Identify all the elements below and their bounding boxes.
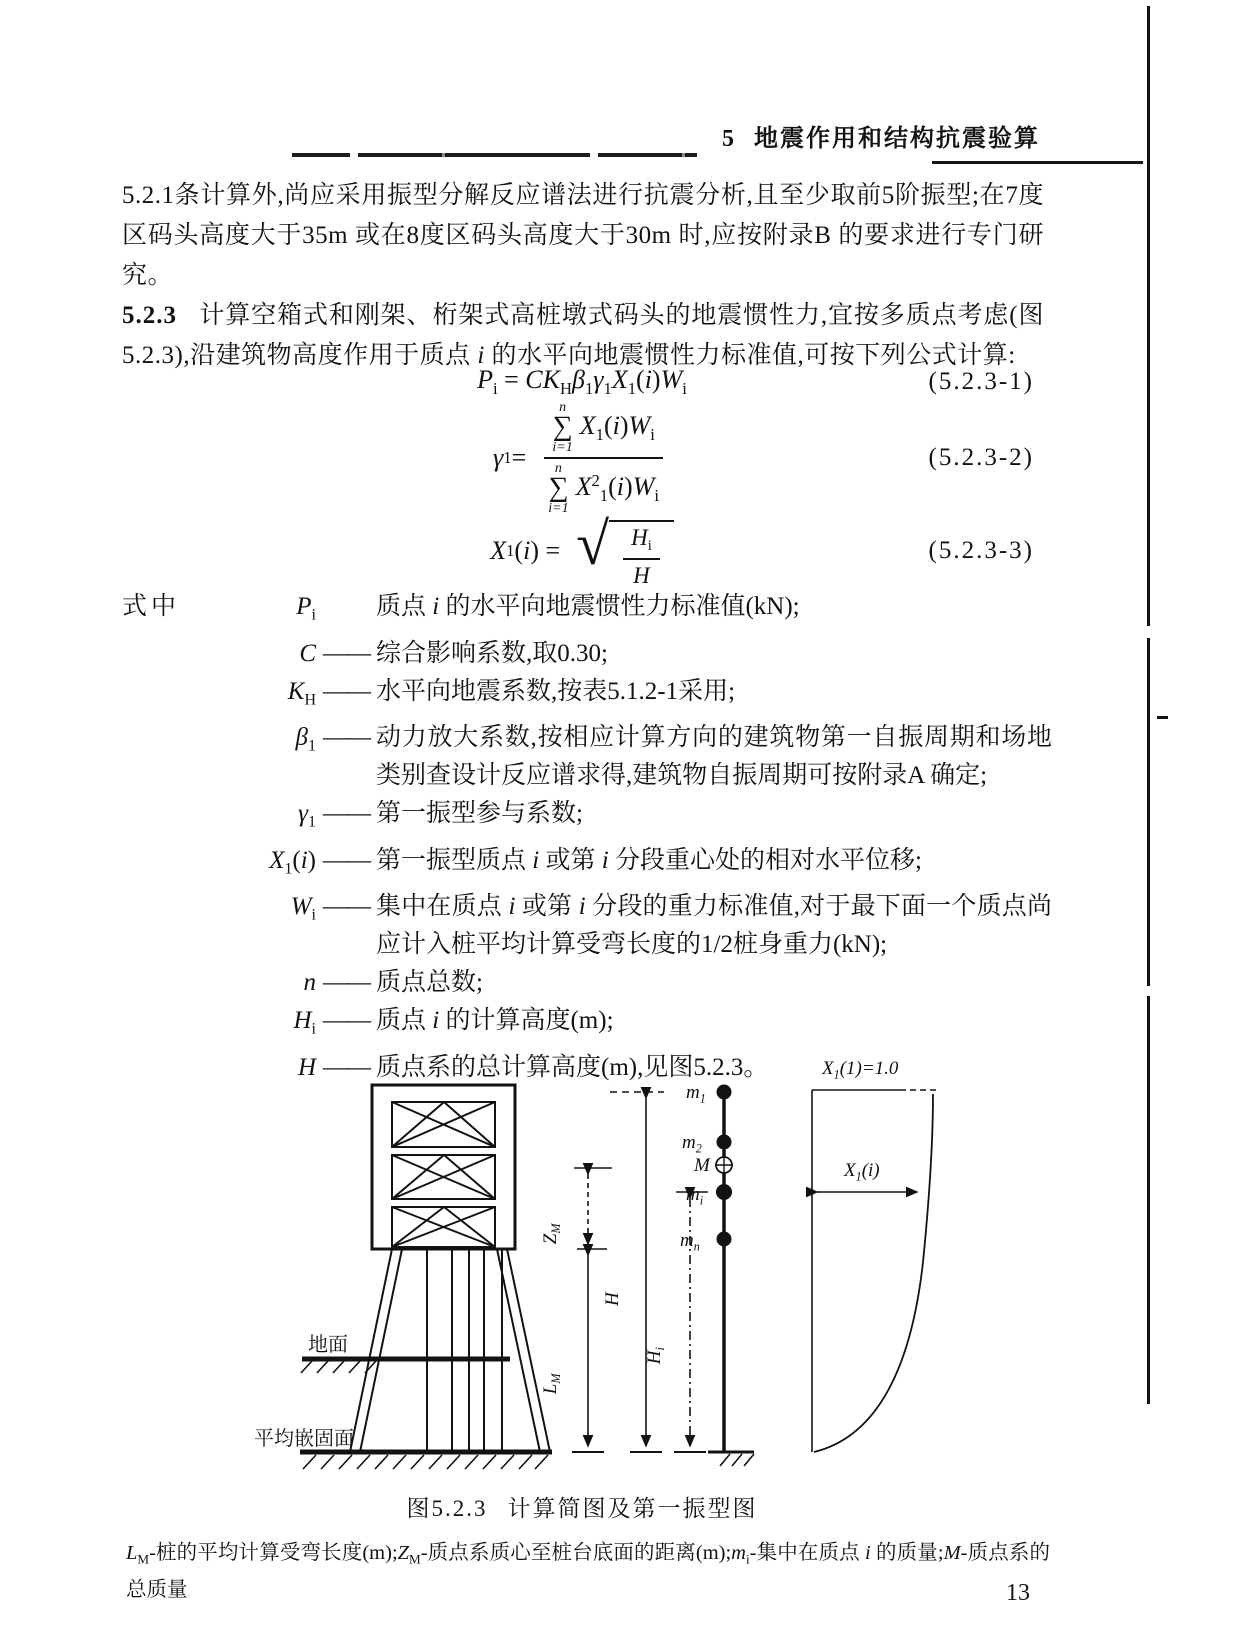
equation-5232-fraction xyxy=(540,401,667,515)
definition-dash: —— xyxy=(323,893,369,921)
fixity-hatch xyxy=(303,1455,548,1469)
definition-desc: 质点 i 的水平向地震惯性力标准值(kN); xyxy=(376,593,800,620)
section-523-text: 计算空箱式和刚架、桁架式高桩墩式码头的地震惯性力,宜按多质点考虑(图5.2.3),沿建筑物高度作用于质点 i 的水平向地震惯性力标准值,可按下列公式计算: xyxy=(122,302,1044,369)
definition-desc: 质点系的总计算高度(m),见图5.2.3。 xyxy=(376,1053,769,1081)
paragraph-521-continuation: 5.2.1条计算外,尚应采用振型分解反应谱法进行抗震分析,且至少取前5阶振型;在7度区码头高度大于35m 或在8度区码头高度大于30m 时,应按附录B 的要求进行专门研究。 xyxy=(122,182,1044,289)
radicand-denominator: H xyxy=(633,563,650,589)
definition-desc: 动力放大系数,按相应计算方向的建筑物第一自振周期和场地类别查设计反应谱求得,建筑物自振周期可按附录A 确定; xyxy=(376,724,1052,790)
definition-desc: 第一振型参与系数; xyxy=(376,800,583,828)
definition-dash: —— xyxy=(323,800,369,828)
figure-caption-title: 计算简图及第一振型图 xyxy=(507,1496,758,1521)
header-underline xyxy=(932,161,1143,164)
definition-row-kh xyxy=(122,673,1052,720)
definitions-intro: 式中 xyxy=(122,593,181,620)
definition-dash: —— xyxy=(323,677,369,705)
definition-desc: 水平向地震系数,按表5.1.2-1采用; xyxy=(376,677,736,705)
sum-symbol xyxy=(552,401,572,454)
dim-h xyxy=(610,1092,664,1452)
definition-term: $X_1(i)$ xyxy=(269,846,316,878)
equation-5232-denominator xyxy=(540,459,667,515)
figure-caption-number: 图5.2.3 xyxy=(406,1496,488,1521)
radicand xyxy=(609,520,674,589)
mass-point-m1 xyxy=(717,1085,731,1099)
dim-hi-label: $H_i$ xyxy=(643,1347,667,1365)
page-binding-line xyxy=(1147,6,1150,1404)
equation-5232-lhs: γ 1 = xyxy=(493,443,527,472)
definition-dash: —— xyxy=(323,1053,369,1081)
equation-5233-lhs: X 1 ( i ) = xyxy=(490,536,561,565)
definition-term: $H_i$ xyxy=(293,1007,316,1038)
dim-zm xyxy=(574,1168,612,1249)
definition-term: C xyxy=(299,639,316,667)
mass-mn-label: $m_n$ xyxy=(680,1230,700,1254)
definition-row-gamma xyxy=(122,795,1052,842)
radicand-numerator: $H_i$ xyxy=(623,525,660,560)
definition-dash: —— xyxy=(323,639,369,667)
symbol-definitions xyxy=(122,588,1052,1087)
definition-dash: —— xyxy=(323,724,369,752)
mass-mi-label: $m_i$ xyxy=(686,1184,704,1208)
definition-term: $P_i$ xyxy=(296,593,316,624)
sum-upper-limit: n xyxy=(559,399,567,415)
figure-footnote: $L_M-$桩的平均计算受弯长度$(m);Z_M-$质点系质心至桩台底面的距离$(m);m_i-$集中在质点 i 的质量;M-质点系的总质量 xyxy=(126,1542,1051,1601)
definition-dash: —— xyxy=(323,1007,369,1035)
definition-row-wi xyxy=(122,888,1052,964)
equation-5233 xyxy=(122,510,1042,589)
ground-label: 地面 xyxy=(308,1334,348,1356)
equation-5231 xyxy=(122,360,1042,404)
figure-523 xyxy=(252,1052,972,1472)
mass-m1-label: $m_1$ xyxy=(686,1082,706,1106)
sum-symbol xyxy=(548,462,568,515)
lumped-mass-stick xyxy=(708,1085,754,1466)
chapter-title: 地震作用和结构抗震验算 xyxy=(754,126,1040,152)
definition-desc: 质点总数; xyxy=(376,969,483,997)
mass-M-label: M xyxy=(694,1155,710,1176)
numerator-expression: $X_1(i)W_i$ xyxy=(579,410,655,444)
mass-point-mi xyxy=(717,1185,732,1200)
first-mode-curve xyxy=(814,1094,933,1452)
page-binding-tick xyxy=(1157,716,1168,719)
scan-artifact-rule xyxy=(292,153,697,157)
definition-desc: 质点 i 的计算高度(m); xyxy=(376,1007,614,1035)
dim-lm xyxy=(572,1255,604,1452)
definition-desc: 综合影响系数,取0.30; xyxy=(376,639,608,667)
definition-row-hi xyxy=(122,1002,1052,1049)
definition-term: $\gamma_1$ xyxy=(298,800,316,831)
definition-row-pi xyxy=(122,588,1052,635)
definition-dash: —— xyxy=(323,846,369,874)
mode-shape xyxy=(812,1090,936,1452)
piles xyxy=(350,1249,550,1452)
equation-5232 xyxy=(122,399,1042,516)
sigma-glyph: ∑ xyxy=(548,472,569,504)
definition-row-c xyxy=(122,635,1052,673)
chapter-number: 5 xyxy=(722,126,736,152)
dim-h-label: H xyxy=(602,1292,623,1306)
definition-term: n xyxy=(303,969,316,997)
mode-mid-label: $X_1(i)$ xyxy=(844,1160,880,1184)
page-number: 13 xyxy=(1006,1580,1030,1606)
equation-5231-number: (5.2.3-1) xyxy=(928,368,1034,395)
definition-desc: 第一振型质点 i 或第 i 分段重心处的相对水平位移; xyxy=(376,846,922,874)
running-header xyxy=(722,118,1040,153)
radical-glyph: √ xyxy=(576,510,610,577)
definition-desc: 集中在质点 i 或第 i 分段的重力标准值,对于最下面一个质点尚应计入桩平均计算受弯长度的1/2桩身重力(kN); xyxy=(376,893,1052,959)
sum-lower-limit: i=1 xyxy=(552,439,573,455)
ground-hatch xyxy=(301,1361,376,1373)
section-number: 5.2.3 xyxy=(122,302,177,329)
radicand-fraction xyxy=(623,525,660,589)
definition-term: $W_i$ xyxy=(290,893,316,924)
mass-point-mn xyxy=(717,1232,731,1246)
sum-upper-limit: n xyxy=(554,461,562,476)
mass-point-m2 xyxy=(717,1135,731,1149)
definition-row-x1i xyxy=(122,842,1052,889)
denominator-expression: $X^2_1(i)W_i$ xyxy=(575,471,659,506)
definition-term: H xyxy=(297,1053,316,1081)
dim-lm-label: $L_M$ xyxy=(539,1373,563,1395)
fixity-plane-label: 平均嵌固面 xyxy=(254,1428,354,1450)
sigma-glyph: ∑ xyxy=(552,411,573,443)
figure-caption xyxy=(122,1490,1042,1523)
definition-term: $K_H$ xyxy=(287,677,316,709)
definition-term: $\beta_1$ xyxy=(295,724,316,755)
definition-row-n xyxy=(122,964,1052,1002)
equation-5233-number: (5.2.3-3) xyxy=(928,537,1034,564)
equation-5232-numerator xyxy=(544,401,662,459)
definition-dash: —— xyxy=(323,969,369,997)
mode-top-label: $X_1(1)=1.0$ xyxy=(822,1058,899,1082)
truss-panels xyxy=(392,1102,495,1247)
square-root xyxy=(576,510,674,589)
dim-zm-label: $Z_M$ xyxy=(539,1223,563,1245)
mass-m2-label: $m_2$ xyxy=(682,1132,702,1156)
equation-5231-body: $P_i = CK_H\beta_1\gamma_1X_1(i)W_i$ xyxy=(477,365,687,398)
equation-5232-number: (5.2.3-2) xyxy=(928,444,1034,471)
definition-row-beta xyxy=(122,719,1052,795)
stick-support-hatch xyxy=(720,1454,754,1466)
figure-523-drawing xyxy=(252,1052,972,1472)
sum-lower-limit: i=1 xyxy=(548,500,569,516)
wharf-deck-box xyxy=(372,1085,515,1249)
